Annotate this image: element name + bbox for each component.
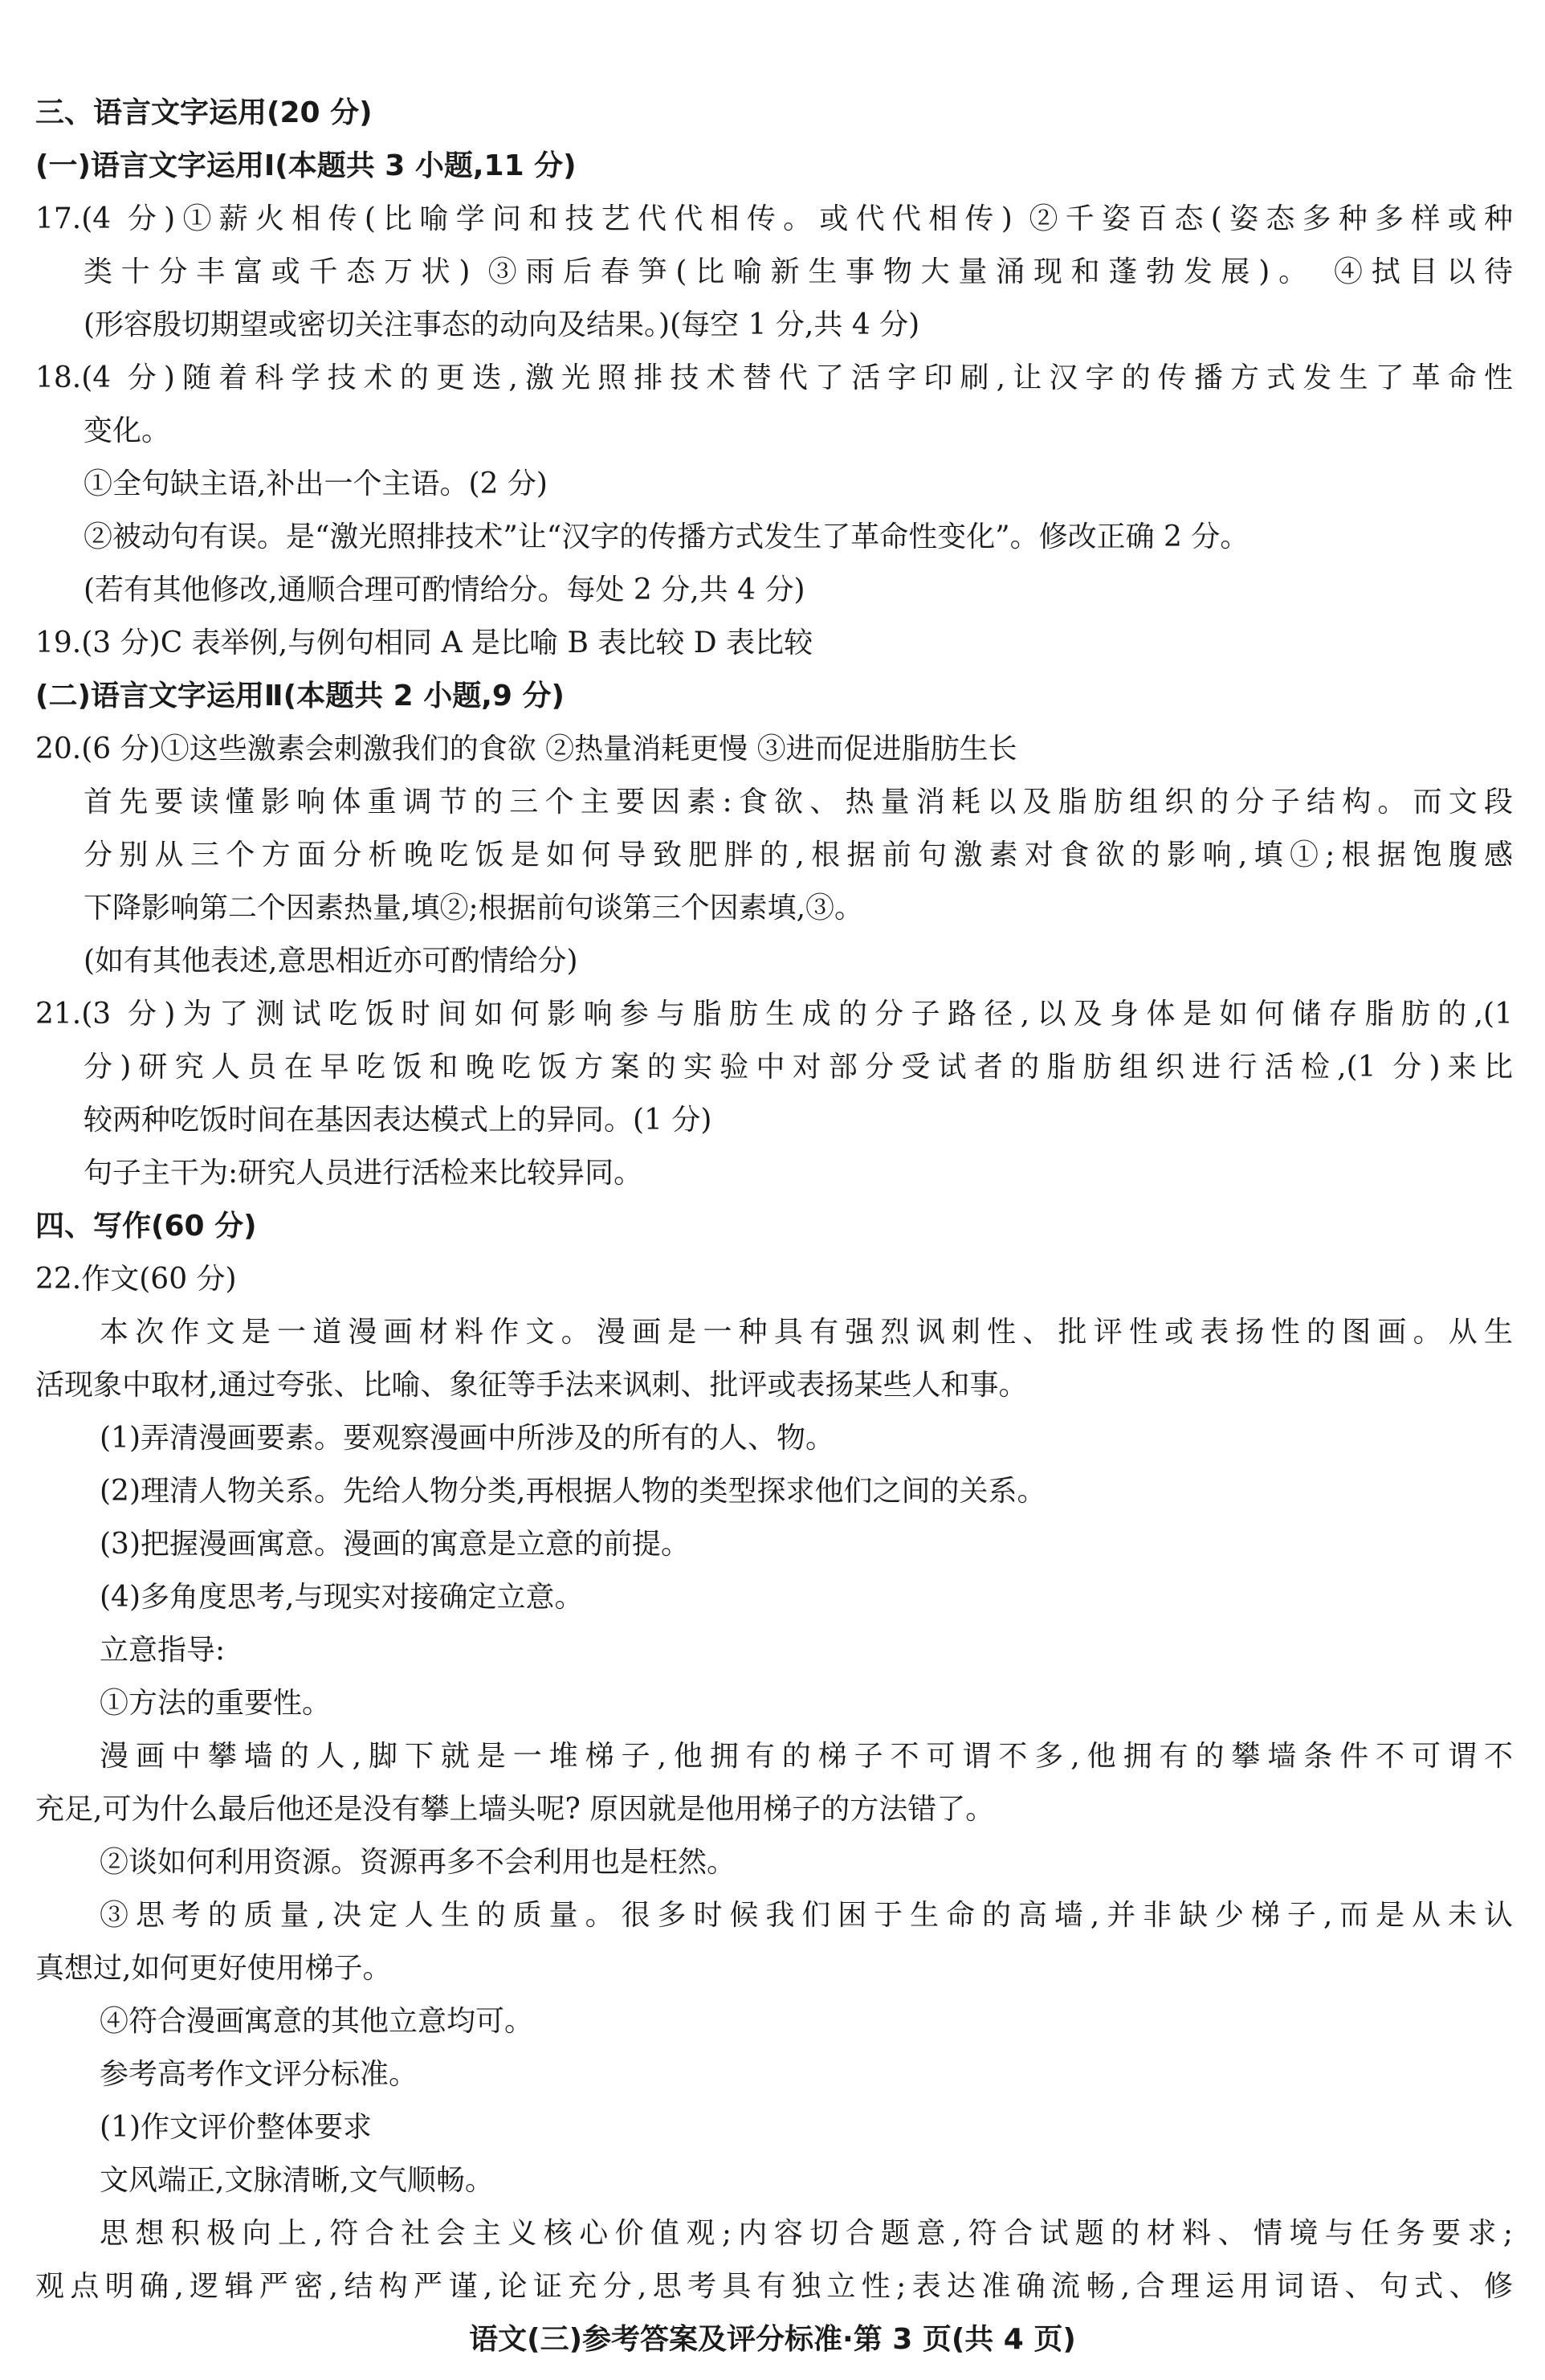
theme-guidance-line: 真想过,如何更好使用梯子。 xyxy=(35,1952,392,1985)
essay-guidance-line: 活现象中取材,通过夸张、比喻、象征等手法来讽刺、批评或表扬某些人和事。 xyxy=(35,1369,1028,1402)
essay-guidance-line: (4)多角度思考,与现实对接确定立意。 xyxy=(100,1581,584,1614)
answer-20-line: 分别从三个方面分析晚吃饭是如何导致肥胖的,根据前句激素对食欲的影响,填①;根据饱腹感 xyxy=(84,839,1513,872)
page-footer: 语文(三)参考答案及评分标准·第 3 页(共 4 页) xyxy=(469,2323,1076,2356)
answer-19-line: 19.(3 分)C 表举例,与例句相同 A 是比喻 B 表比较 D 表比较 xyxy=(35,627,813,659)
answer-17-line: (形容殷切期望或密切关注事态的动向及结果。)(每空 1 分,共 4 分) xyxy=(84,308,920,341)
theme-guidance-line: ③思考的质量,决定人生的质量。很多时候我们困于生命的高墙,并非缺少梯子,而是从未认 xyxy=(100,1899,1513,1932)
answer-21-line: 较两种吃饭时间在基因表达模式上的异同。(1 分) xyxy=(84,1104,712,1137)
theme-guidance-line: ①方法的重要性。 xyxy=(100,1687,332,1720)
theme-guidance-line: ④符合漫画寓意的其他立意均可。 xyxy=(100,2005,534,2038)
scoring-standard-line: 文风端正,文脉清晰,文气顺畅。 xyxy=(100,2164,494,2197)
answer-18-line: 18.(4 分)随着科学技术的更迭,激光照排技术替代了活字印刷,让汉字的传播方式发生了革命性 xyxy=(35,361,1513,394)
section-heading-language-use: 三、语言文字运用(20 分) xyxy=(35,96,373,129)
answer-21-line: 分)研究人员在早吃饭和晚吃饭方案的实验中对部分受试者的脂肪组织进行活检,(1 分)来比 xyxy=(84,1051,1513,1084)
answer-20-line: 下降影响第二个因素热量,填②;根据前句谈第三个因素填,③。 xyxy=(84,892,864,925)
answer-17-line: 17.(4 分)①薪火相传(比喻学问和技艺代代相传。或代代相传) ②千姿百态(姿态多种多样或种 xyxy=(35,202,1513,235)
answer-18-line: 变化。 xyxy=(84,414,171,447)
subsection-heading-language-use-2: (二)语言文字运用Ⅱ(本题共 2 小题,9 分) xyxy=(35,680,565,712)
essay-guidance-line: (2)理清人物关系。先给人物分类,再根据人物的类型探求他们之间的关系。 xyxy=(100,1475,1046,1508)
theme-guidance-line: 漫画中攀墙的人,脚下就是一堆梯子,他拥有的梯子不可谓不多,他拥有的攀墙条件不可谓不 xyxy=(100,1740,1513,1773)
answer-18-line: ①全句缺主语,补出一个主语。(2 分) xyxy=(84,467,548,500)
essay-guidance-line: 本次作文是一道漫画材料作文。漫画是一种具有强烈讽刺性、批评性或表扬性的图画。从生 xyxy=(100,1316,1513,1349)
answer-18-line: ②被动句有误。是“激光照排技术”让“汉字的传播方式发生了革命性变化”。修改正确 2 分。 xyxy=(84,520,1249,553)
theme-guidance-line: ②谈如何利用资源。资源再多不会利用也是枉然。 xyxy=(100,1846,736,1879)
subsection-heading-language-use-1: (一)语言文字运用Ⅰ(本题共 3 小题,11 分) xyxy=(35,149,577,182)
question-22-heading: 22.作文(60 分) xyxy=(35,1263,237,1296)
answer-20-line: 首先要读懂影响体重调节的三个主要因素:食欲、热量消耗以及脂肪组织的分子结构。而文段 xyxy=(84,786,1513,819)
scoring-standard-line: 参考高考作文评分标准。 xyxy=(100,2058,418,2091)
answer-21-line: 21.(3 分)为了测试吃饭时间如何影响参与脂肪生成的分子路径,以及身体是如何储存脂肪的,(1 xyxy=(35,998,1513,1031)
answer-20-line: 20.(6 分)①这些激素会刺激我们的食欲 ②热量消耗更慢 ③进而促进脂肪生长 xyxy=(35,733,1017,765)
answer-20-line: (如有其他表述,意思相近亦可酌情给分) xyxy=(84,945,578,978)
theme-guidance-line: 充足,可为什么最后他还是没有攀上墙头呢? 原因就是他用梯子的方法错了。 xyxy=(35,1793,995,1826)
scoring-standard-line: (1)作文评价整体要求 xyxy=(100,2111,372,2144)
answer-18-line: (若有其他修改,通顺合理可酌情给分。每处 2 分,共 4 分) xyxy=(84,574,805,606)
scoring-standard-line: 思想积极向上,符合社会主义核心价值观;内容切合题意,符合试题的材料、情境与任务要求; xyxy=(100,2217,1513,2250)
essay-guidance-line: (3)把握漫画寓意。漫画的寓意是立意的前提。 xyxy=(100,1528,690,1561)
section-heading-writing: 四、写作(60 分) xyxy=(35,1210,257,1243)
theme-guidance-heading: 立意指导: xyxy=(100,1634,226,1667)
answer-21-line: 句子主干为:研究人员进行活检来比较异同。 xyxy=(84,1157,643,1190)
scoring-standard-line: 观点明确,逻辑严密,结构严谨,论证充分,思考具有独立性;表达准确流畅,合理运用词语、句式、修 xyxy=(35,2270,1513,2303)
essay-guidance-line: (1)弄清漫画要素。要观察漫画中所涉及的所有的人、物。 xyxy=(100,1422,834,1455)
answer-17-line: 类十分丰富或千态万状) ③雨后春笋(比喻新生事物大量涌现和蓬勃发展)。 ④拭目以待 xyxy=(84,255,1513,288)
